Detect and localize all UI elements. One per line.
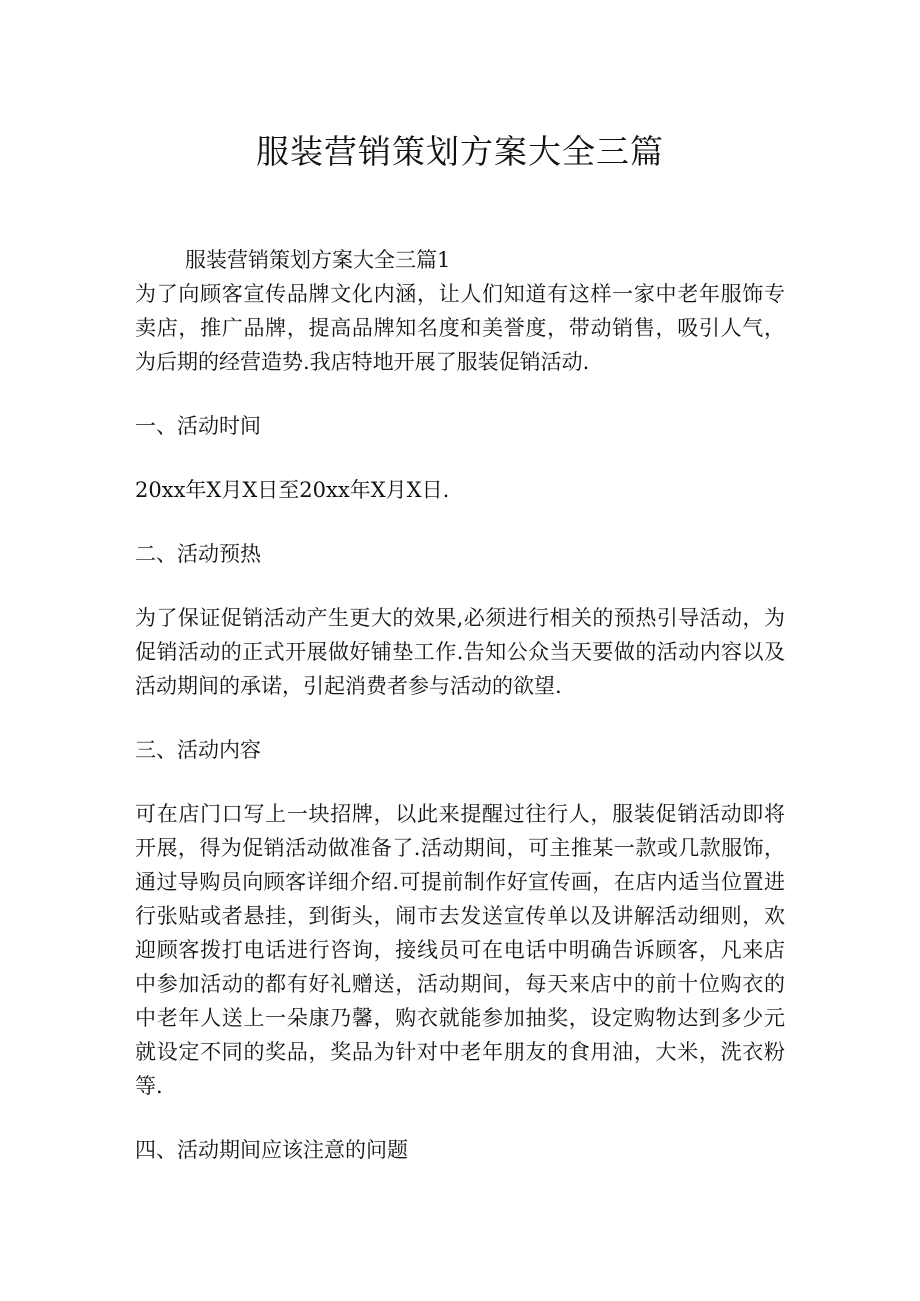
intro-paragraph: 为了向顾客宣传品牌文化内涵，让人们知道有这样一家中老年服饰专卖店，推广品牌，提高品牌知名度和美誉度，带动销售，吸引人气，为后期的经营造势.我店特地开展了服装促销活动.: [135, 282, 785, 374]
section-body-activity-warmup: 为了保证促销活动产生更大的效果,必须进行相关的预热引导活动，为促销活动的正式开展做好铺垫工作.告知公众当天要做的活动内容以及活动期间的承诺，引起消费者参与活动的欲望.: [135, 606, 785, 698]
section-heading-precautions: 四、活动期间应该注意的问题: [135, 1138, 408, 1162]
section-heading-activity-content: 三、活动内容: [135, 738, 261, 762]
section-body-activity-time: 20xx年X月X日至20xx年X月X日.: [135, 478, 450, 502]
section-heading-activity-warmup: 二、活动预热: [135, 542, 261, 566]
section-heading-activity-time: 一、活动时间: [135, 414, 261, 438]
document-subtitle: 服装营销策划方案大全三篇1: [185, 248, 451, 272]
section-body-activity-content: 可在店门口写上一块招牌，以此来提醒过往行人，服装促销活动即将开展，得为促销活动做准备了.活动期间，可主推某一款或几款服饰，通过导购员向顾客详细介绍.可提前制作好宣传画，在店内适当位置进行张贴或者悬挂，到街头，闹市去发送宣传单以及讲解活动细则，欢迎顾客拨打电话进行咨询，接线员可在电话中明确告诉顾客，凡来店中参加活动的都有好礼赠送，活动期间，每天来店中的前十位购衣的中老年人送上一朵康乃馨，购衣就能参加抽奖，设定购物达到多少元就设定不同的奖品，奖品为针对中老年朋友的食用油，大米，洗衣粉等.: [135, 802, 785, 1098]
document-body: [135, 243, 785, 1167]
document-title: 服装营销策划方案大全三篇: [256, 132, 664, 171]
